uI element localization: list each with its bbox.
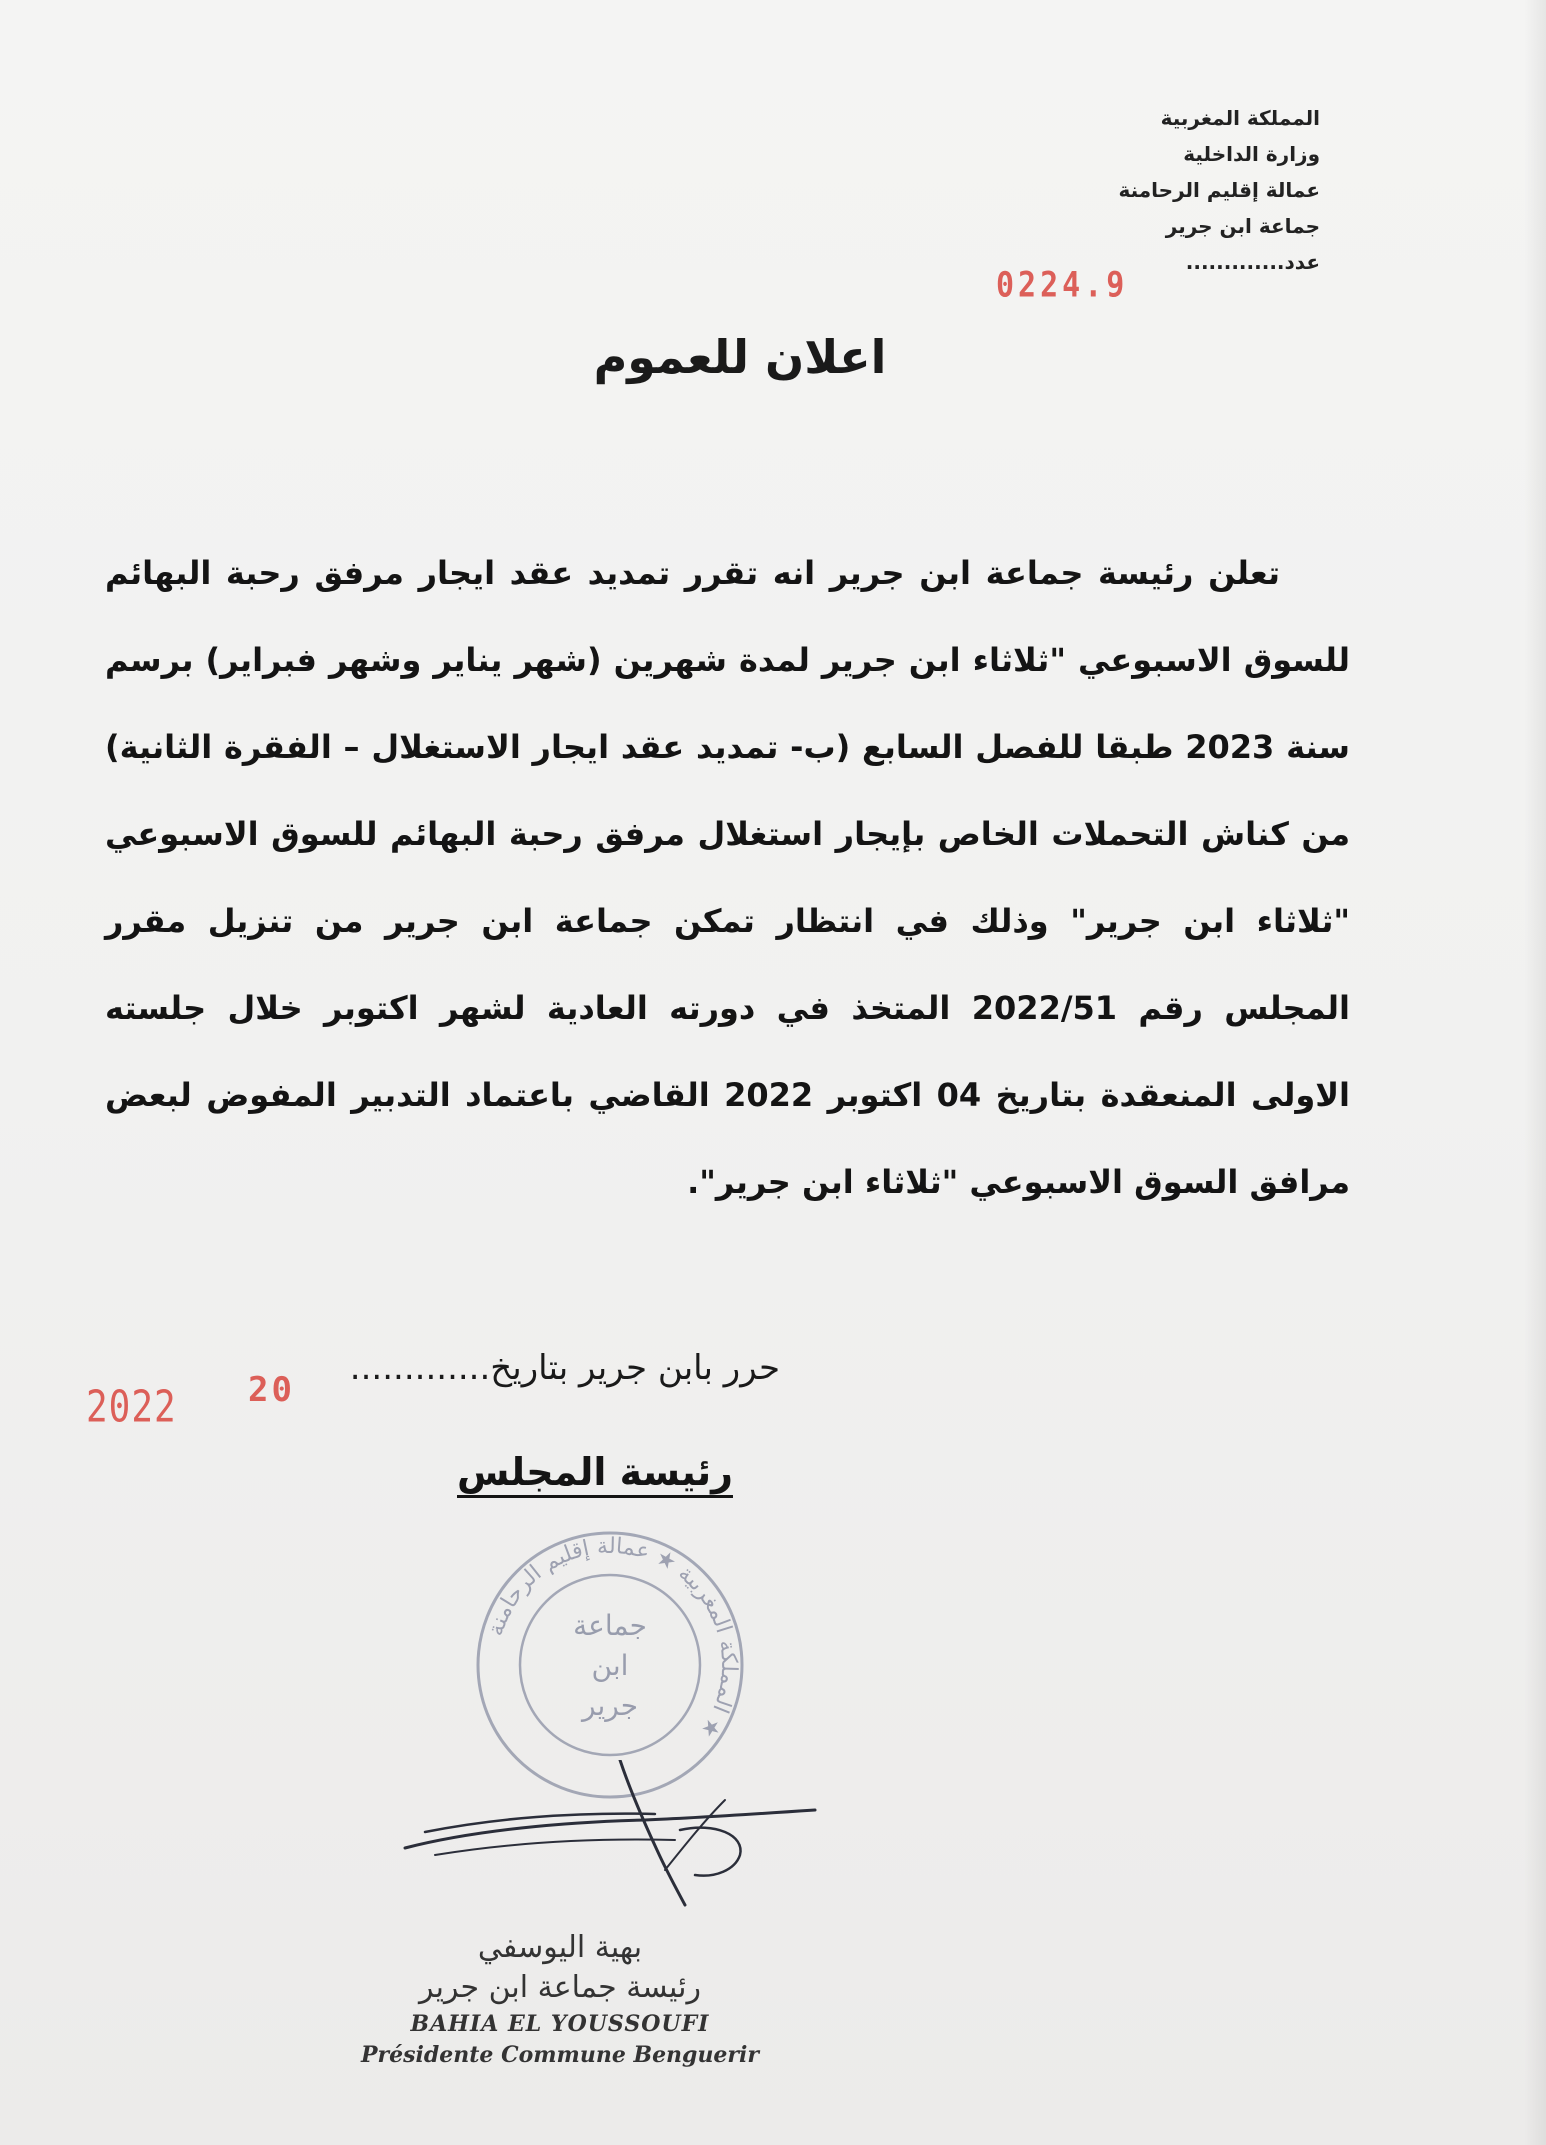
date-stamp-day: 20 (248, 1370, 295, 1410)
seal-outer-text: المملكة المغربية ★ عمالة إقليم الرحامنة ★ (483, 1533, 742, 1743)
signatory-role-fr: Présidente Commune Benguerir (361, 2042, 759, 2068)
document-title: اعلان للعموم (593, 330, 887, 384)
reference-number-line: عدد............. (1185, 250, 1320, 274)
seal-inner-line2: ابن (591, 1649, 629, 1682)
handwritten-signature-icon (395, 1760, 835, 1910)
ministry-line: وزارة الداخلية (1183, 142, 1320, 166)
province-line: عمالة إقليم الرحامنة (1118, 178, 1320, 202)
signatory-name-ar: بهية اليوسفي (477, 1930, 643, 1965)
date-stamp-year: 2022 (86, 1382, 177, 1433)
announcement-paragraph: تعلن رئيسة جماعة ابن جرير انه تقرر تمديد عقد ايجار مرفق رحبة البهائم للسوق الاسبوعي "ثلاثاء ابن جرير لمدة شهرين (شهر يناير وشهر فبراير) برسم سنة 2023 طبقا للفصل السابع (ب- تمديد عقد ايجار الاستغلال – الفقرة الثانية) من كناش التحملات الخاص بإيجار استغلال مرفق رحبة البهائم للسوق الاسبوعي "ثلاثاء ابن جرير" وذلك في انتظار تمكن جماعة ابن جرير من تنزيل مقرر المجلس رقم 2022/51 المتخذ في دورته العادية لشهر اكتوبر خلال جلسته الاولى المنعقدة بتاريخ 04 اكتوبر 2022 القاضي باعتماد التدبير المفوض لبعض مرافق السوق الاسبوعي "ثلاثاء ابن جرير". (105, 554, 1351, 1201)
announcement-body (105, 530, 1350, 1226)
letterhead (1040, 100, 1320, 280)
reference-number-stamp: 0224.9 (996, 265, 1129, 306)
kingdom-line: المملكة المغربية (1160, 106, 1320, 130)
signatory-role-ar: رئيسة جماعة ابن جرير (419, 1970, 701, 2005)
seal-inner-line3: جرير (582, 1689, 638, 1722)
signatory-block (340, 1928, 780, 2070)
signatory-name-fr: BAHIA EL YOUSSOUFI (410, 2011, 710, 2037)
date-line: حرر بابن جرير بتاريخ............. (349, 1348, 780, 1388)
commune-line: جماعة ابن جرير (1165, 214, 1320, 238)
council-title: رئيسة المجلس (457, 1450, 733, 1494)
seal-inner-line1: جماعة (573, 1609, 647, 1642)
